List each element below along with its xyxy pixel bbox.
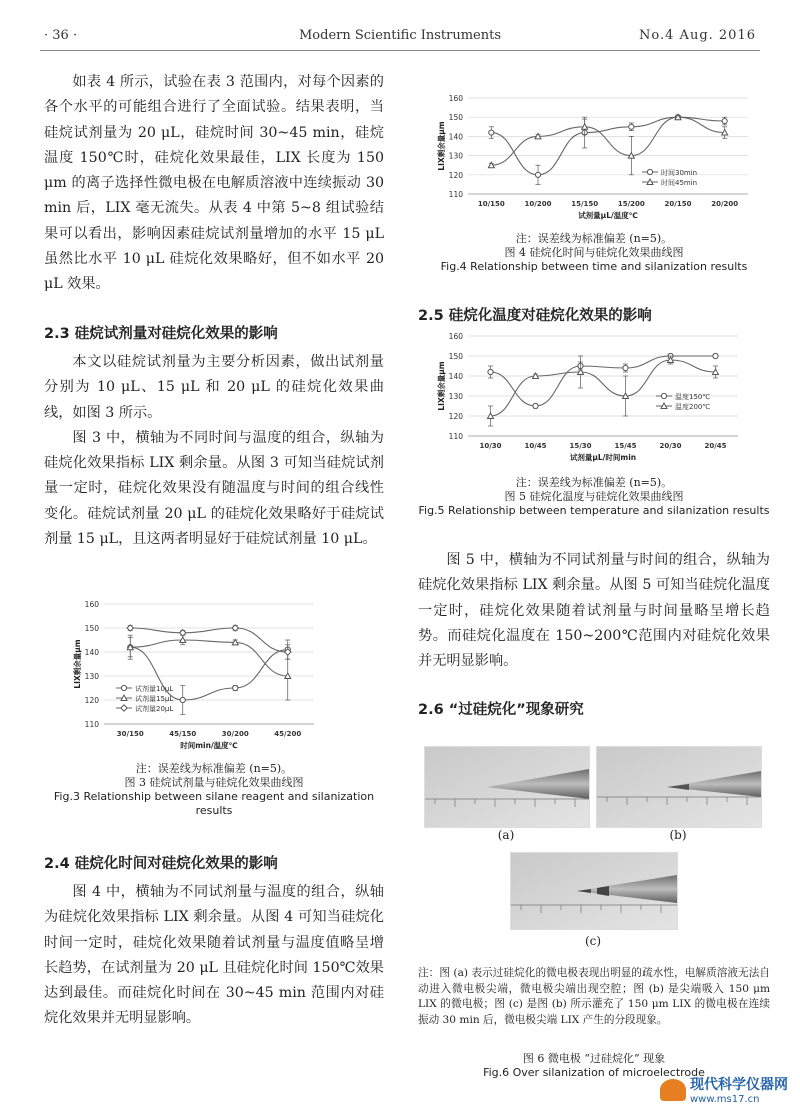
fig3-title-cn: 图 3 硅烷试剂量与硅烷化效果曲线图 [124,776,304,789]
y-tick-label: 160 [84,600,99,609]
legend-marker [647,169,652,174]
paragraph-4: 图 4 中，横轴为不同试剂量与温度的组合，纵轴为硅烷化效果指标 LIX 剩余量。从图 4 可知当硅烷化时间一定时，硅烷化效果随着试剂量与温度值略呈增长趋势，在试剂量为 20 μL 且硅烷化时间 150℃效果达到最佳。而硅烷化时间在 30~45 min 范围内对硅烷化效果并无明显影响。 [44,884,384,1027]
series-2 [488,114,727,175]
fig3-chart [60,596,380,761]
data-point [713,353,718,358]
data-point [233,685,238,690]
legend-label: 试剂量20μL [135,705,174,713]
data-point [180,697,185,702]
section-2-4-heading: 2.4 硅烷化时间对硅烷化效果的影响 [44,856,278,872]
x-tick-label: 45/200 [274,730,302,738]
watermark-logo-icon [660,1079,686,1101]
y-axis-label: LIX剩余量μm [73,639,82,689]
microelectrode-photo-a [425,747,589,827]
legend-label: 温度150℃ [675,393,711,401]
x-tick-label: 15/30 [569,442,592,450]
y-tick-label: 160 [448,94,463,103]
y-tick-label: 120 [448,170,463,180]
y-tick-label: 110 [448,190,463,199]
x-tick-label: 10/45 [524,442,547,450]
header-rule [40,50,760,51]
photo-c [510,852,678,930]
legend-label: 试剂量10μL [135,685,174,693]
fig3-title-en: Fig.3 Relationship between silane reagent and silanization results [53,790,375,817]
y-tick-label: 140 [84,648,99,657]
y-tick-label: 130 [448,151,463,161]
x-tick-label: 30/200 [221,730,249,738]
legend-label: 时间30min [661,169,698,177]
series-line [130,640,288,676]
x-tick-label: 15/150 [571,200,599,208]
series-line [491,117,724,165]
legend-marker [121,705,127,711]
fig3-caption [44,762,384,818]
legend-label: 温度200℃ [675,403,711,411]
fig5-title-en: Fig.5 Relationship between temperature and silanization results [418,504,770,517]
y-tick-label: 140 [448,372,463,381]
x-tick-label: 15/45 [614,442,637,450]
x-tick-label: 20/30 [659,442,682,450]
fig5-title-cn: 图 5 硅烷化温度与硅烷化效果曲线图 [504,490,684,503]
page-number: · 36 · [44,28,78,43]
y-tick-label: 130 [448,392,463,401]
x-tick-label: 45/150 [169,730,197,738]
x-tick-label: 30/150 [116,730,144,738]
legend-label: 试剂量15μL [135,695,174,703]
photo-b-label: (b) [669,828,687,842]
photo-b [596,746,762,828]
fig5-note: 注：误差线为标准偏差 (n=5)。 [515,476,673,489]
y-tick-label: 140 [448,132,463,142]
data-point [533,403,538,408]
microelectrode-photo-c [511,853,677,929]
photo-a-label: (a) [497,828,515,842]
photo-a [424,746,590,828]
journal-name: Modern Scientific Instruments [298,28,502,43]
fig4-caption [418,232,770,274]
y-axis-label: LIX剩余量μm [437,121,446,171]
fig6-title-cn: 图 6 微电极 “过硅烷化” 现象 [522,1052,666,1065]
fig4-title-cn: 图 4 硅烷化时间与硅烷化效果曲线图 [504,246,684,259]
legend-marker [121,685,126,690]
y-tick-label: 150 [448,113,463,123]
y-tick-label: 150 [84,624,99,633]
fig5-caption [418,476,770,518]
watermark-text: 现代科学仪器网 [690,1077,788,1093]
fig4-note: 注：误差线为标准偏差 (n=5)。 [515,232,673,245]
series-3 [127,625,291,659]
x-axis-label: 试剂量μL/温度℃ [578,211,638,220]
paragraph-5: 图 5 中，横轴为不同试剂量与时间的组合，纵轴为硅烷化效果指标 LIX 剩余量。从图 5 可知当硅烷化温度一定时，硅烷化效果随着试剂量与时间量略呈增长趋势。而硅烷化温度在 150~200℃范围内对硅烷化效果并无明显影响。 [418,552,770,670]
legend-label: 时间45min [661,179,698,187]
series-line [130,628,288,652]
section-2-6-heading: 2.6 “过硅烷化”现象研究 [418,702,584,718]
fig6-title-en: Fig.6 Over silanization of microelectrode [483,1066,705,1079]
x-tick-label: 20/45 [704,442,727,450]
legend-marker [661,393,666,398]
issue-info: No.4 Aug. 2016 [639,28,756,43]
data-point [488,369,493,374]
data-point [623,365,628,370]
fig6-note: 注：图 (a) 表示过硅烷化的微电极表现出明显的疏水性，电解质溶液无法自动进入微电极尖端，微电极尖端出现空腔；图 (b) 是尖端吸入 150 μm LIX 的微电极；图 (c) 是图 (b) 所示灌充了 150 μm LIX 的微电极在连续振动 30 min 后，微电极尖端 LIX 产生的分段现象。 [418,967,770,1026]
y-tick-label: 110 [84,720,99,729]
x-tick-label: 10/150 [477,200,505,208]
x-tick-label: 10/30 [479,442,502,450]
watermark [660,1074,788,1105]
y-tick-label: 120 [84,696,99,705]
data-point [722,118,727,123]
data-point [535,172,540,177]
y-axis-label: LIX剩余量μm [437,361,446,411]
x-tick-label: 20/200 [711,200,739,208]
watermark-url: www.ms17.cn [690,1094,760,1105]
section-2-3-heading: 2.3 硅烷试剂量对硅烷化效果的影响 [44,326,278,342]
fig3-note: 注：误差线为标准偏差 (n=5)。 [135,762,293,775]
paragraph-1: 如表 4 所示，试验在表 3 范围内，对每个因素的各个水平的可能组合进行了全面试验。结果表明，当硅烷试剂量为 20 μL，硅烷时间 30~45 min，硅烷温度 150℃时，硅烷化效果最佳，LIX 长度为 150 μm 的离子选择性微电极在电解质溶液中连续振动 30 min 后，LIX 毫无流失。从表 4 中第 5~8 组试验结果可以看出，影响因素硅烷试剂量增加的水平 15 μL 虽然比水平 10 μL 硅烷化效果略好，但不如水平 20 μL 效果。 [44,74,384,293]
y-tick-label: 160 [448,332,463,341]
section-2-5-heading: 2.5 硅烷化温度对硅烷化效果的影响 [418,308,652,324]
photo-c-label: (c) [584,934,602,948]
data-point [489,130,494,135]
data-point [629,124,634,129]
y-tick-label: 110 [448,432,463,441]
fig5-chart [430,330,760,470]
fig4-title-en: Fig.4 Relationship between time and silanization results [440,260,748,273]
x-tick-label: 15/200 [617,200,645,208]
x-tick-label: 10/200 [524,200,552,208]
microelectrode-photo-b [597,747,761,827]
paragraph-2: 本文以硅烷试剂量为主要分析因素，做出试剂量分别为 10 μL、15 μL 和 20 μL 的硅烷化效果曲线，如图 3 所示。 图 3 中，横轴为不同时间与温度的组合，纵轴为硅烷化效果指标 LIX 剩余量。从图 3 可知当硅烷试剂量一定时，硅烷化效果没有随温度与时间的组合线性变化。硅烷试剂量 20 μL 的硅烷化效果略好于硅烷试剂量 15 μL，且这两者明显好于硅烷试剂量 10 μL。 [44,354,384,548]
x-axis-label: 时间min/温度℃ [180,741,238,750]
fig4-chart [430,92,760,227]
y-tick-label: 150 [448,352,463,361]
y-tick-label: 120 [448,412,463,421]
y-tick-label: 130 [84,672,99,681]
x-tick-label: 20/150 [664,200,692,208]
x-axis-label: 试剂量μL/时间min [569,453,637,462]
series-line [491,117,724,175]
